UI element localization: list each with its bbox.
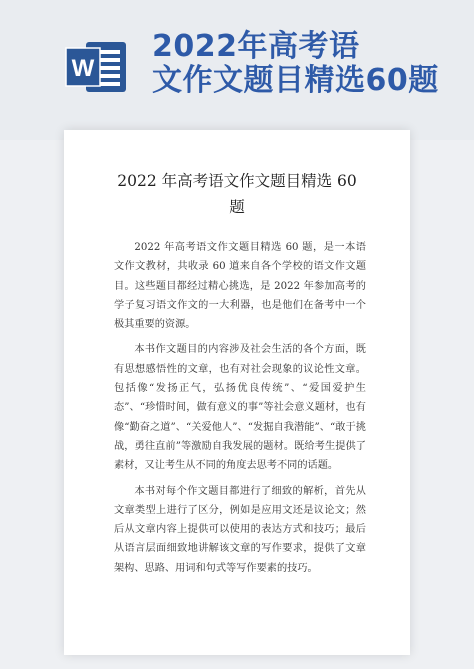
document-title [84,168,390,220]
watermark-strip [0,617,474,631]
paragraph-2: 本书作文题目的内容涉及社会生活的各个方面，既有思想感悟性的文章，也有对社会现象的议论性文章。包括像“发扬正气，弘扬优良传统”、“爱国爱护生态”、“珍惜时间，做有意义的事”等社会意义题材，也有像“勤奋之道”、“关爱他人”、“发掘自我潜能”、“敢于挑战，勇往直前”等激励自我发展的题材。既给考生提供了素材，又让考生从不同的角度去思考不同的话题。 [114,344,366,472]
banner-title-line-1: 2022年高考语 [152,29,360,64]
document-title-line-2: 题 [229,198,245,216]
header-banner [0,0,474,140]
banner-title [152,30,462,98]
word-icon-letter: W [71,55,95,82]
document-page [64,130,410,655]
document-title-line-1: 2022 年高考语文作文题目精选 60 [117,172,357,190]
document-body [114,238,366,584]
paragraph-1: 2022 年高考语文作文题目精选 60 题，是一本语文作文教材，共收录 60 道来自各个学校的语文作文题目。这些题目都经过精心挑选，是 2022 年参加高考的学子复习语文作文的一大利器，也是他们在备考中一个极其重要的资源。 [114,242,366,331]
word-document-icon [64,38,128,96]
banner-title-line-2: 文作文题目精选60题 [152,63,439,98]
paragraph-3: 本书对每个作文题目都进行了细致的解析，首先从文章类型上进行了区分，例如是应用文还是议论文；然后从文章内容上提供可以使用的表达方式和技巧；最后从语言层面细致地讲解该文章的写作要求，提供了文章架构、思路、用词和句式等写作要素的技巧。 [114,485,366,574]
